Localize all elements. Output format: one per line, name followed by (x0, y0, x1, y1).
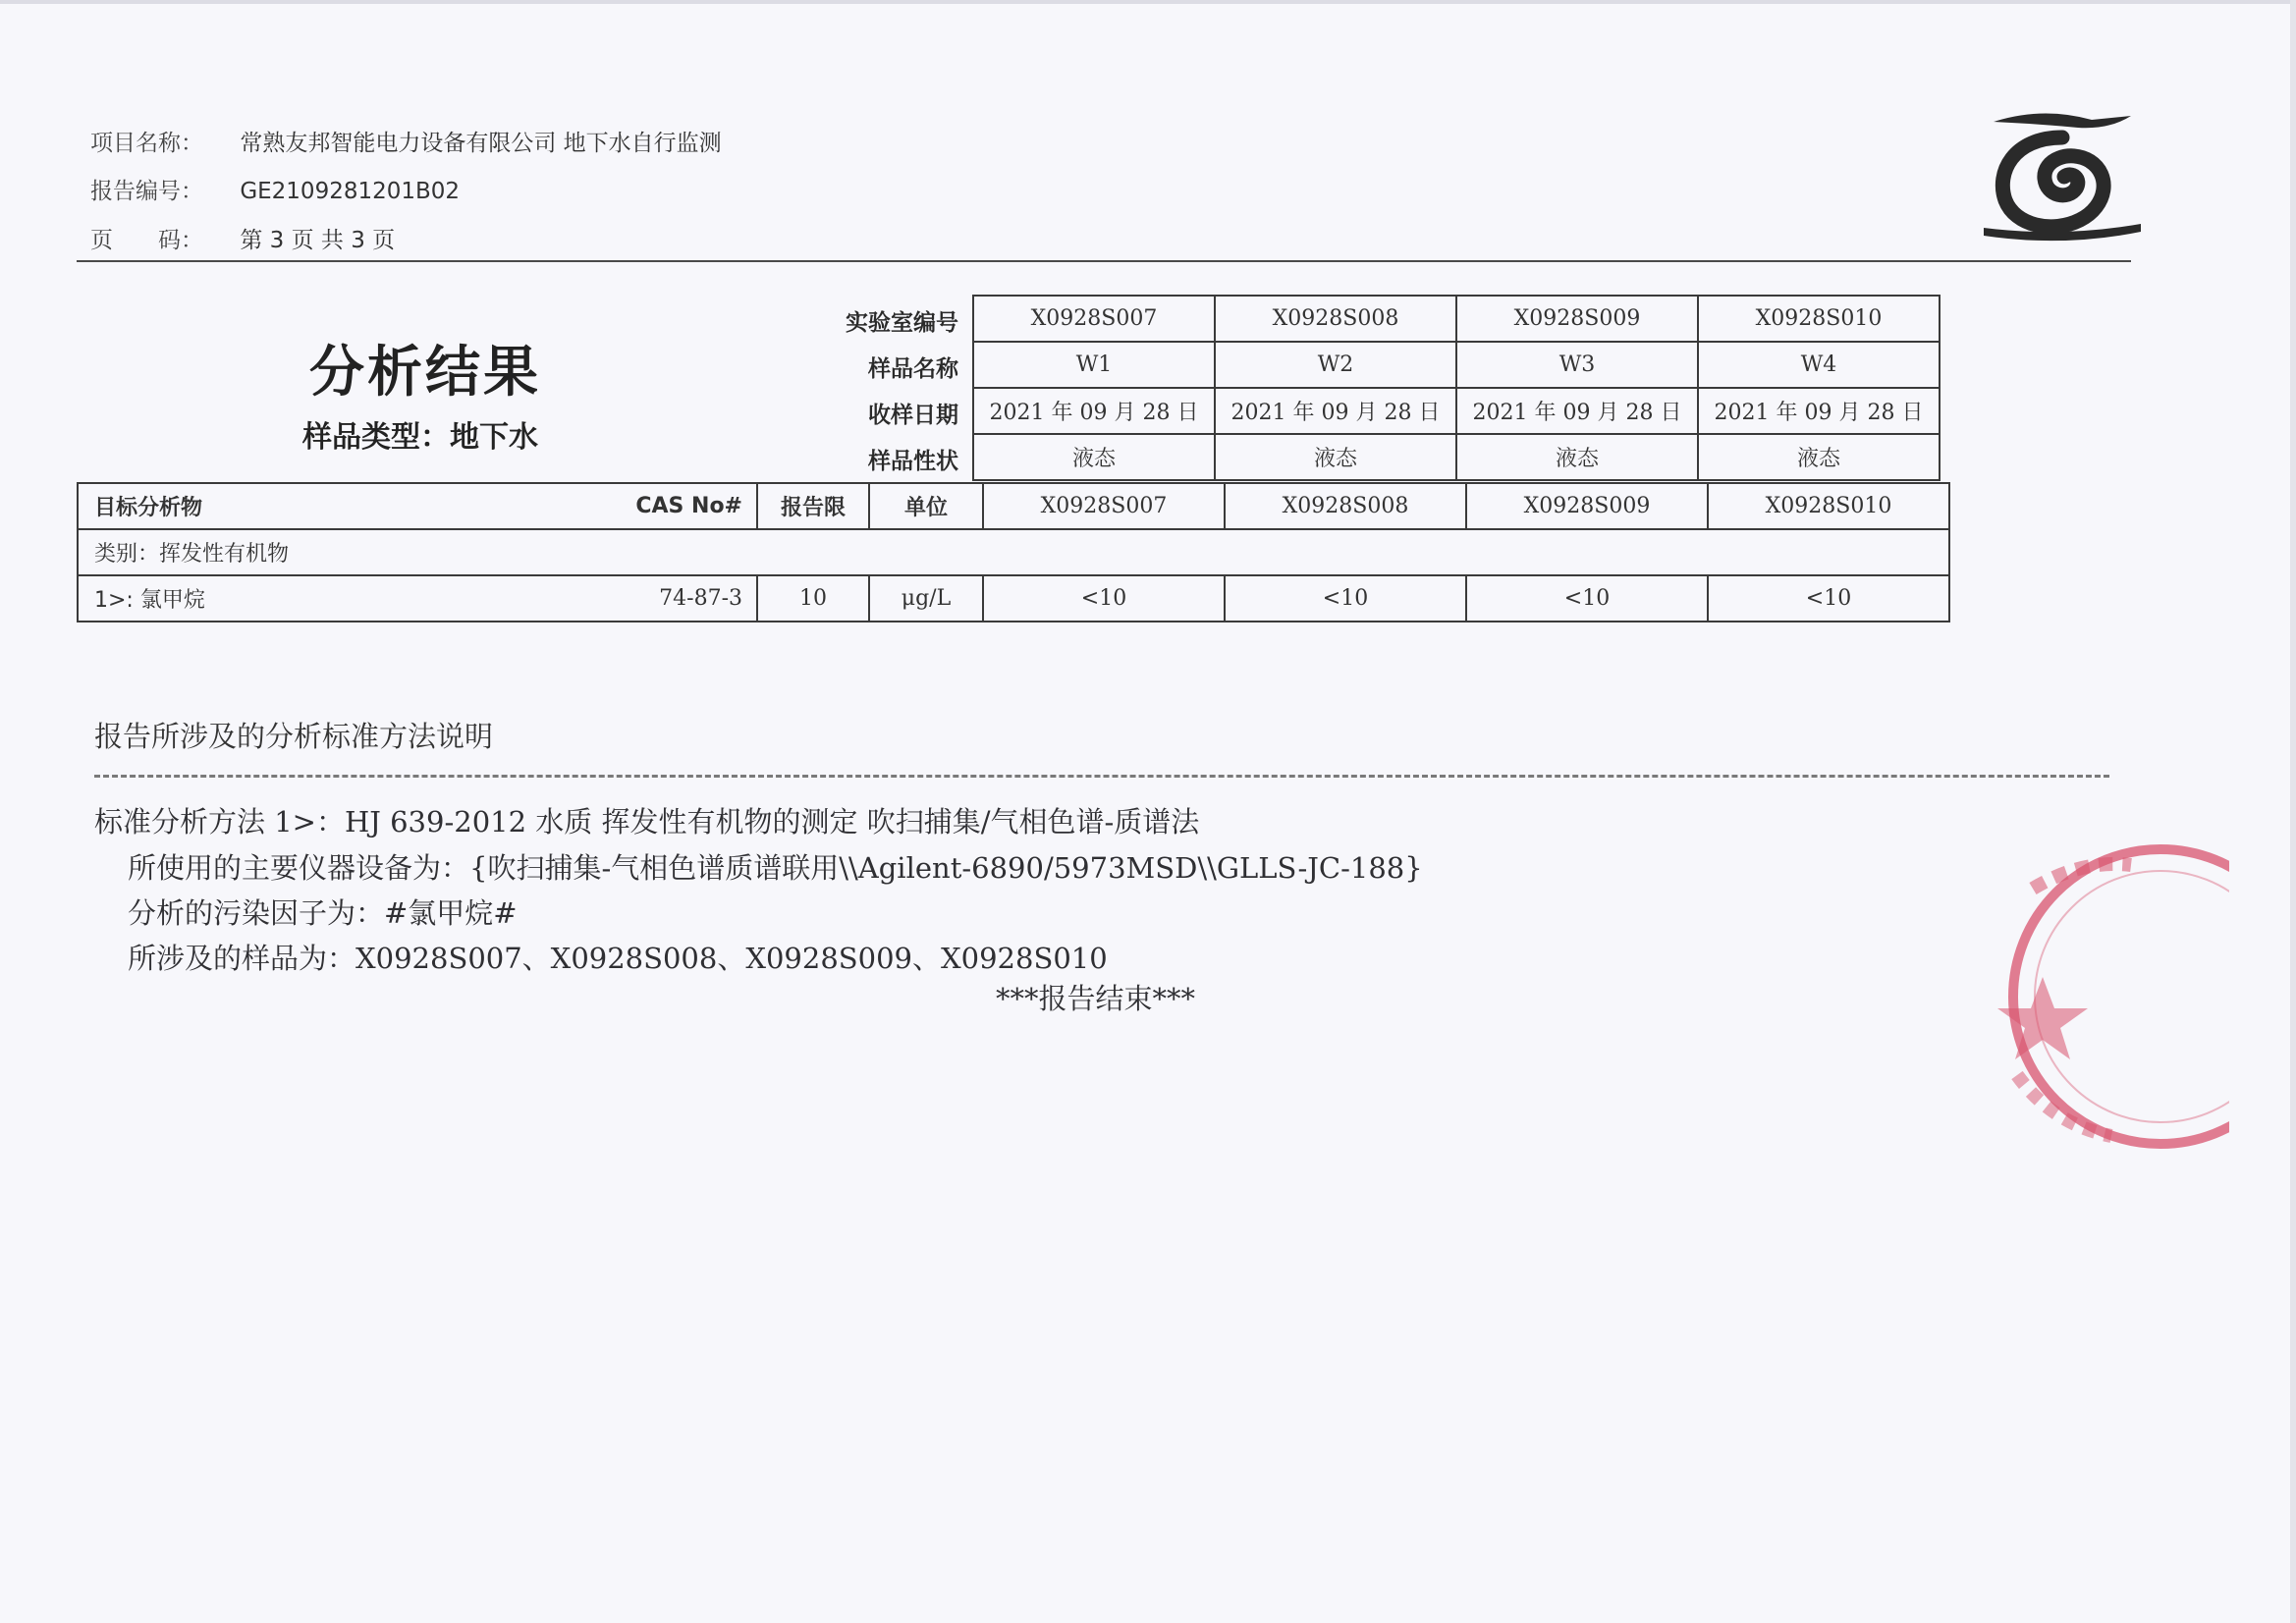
table-row (973, 296, 1940, 342)
official-seal-stamp (1974, 830, 2229, 1154)
table-cell: 液态 (1215, 434, 1456, 480)
table-cell: 2021 年 09 月 28 日 (1456, 388, 1698, 434)
table-cell: X0928S009 (1456, 296, 1698, 342)
dashed-divider (94, 775, 2109, 778)
report-no-value: GE2109281201B02 (240, 179, 461, 204)
report-no-label: 报告编号： (90, 179, 203, 204)
page-value: 第 3 页 共 3 页 (240, 228, 396, 253)
header-sample: X0928S007 (983, 483, 1225, 529)
analyte-unit: μg/L (869, 575, 983, 622)
note-line-samples: 所涉及的样品为：X0928S007、X0928S008、X0928S009、X0928S010 (128, 942, 1108, 975)
table-cell: X0928S008 (1215, 296, 1456, 342)
header-page (90, 222, 395, 254)
table-cell: W3 (1456, 342, 1698, 388)
notes-title: 报告所涉及的分析标准方法说明 (94, 720, 494, 753)
analyte-limit: 10 (757, 575, 869, 622)
result-value: <10 (1708, 575, 1949, 622)
table-cell: W2 (1215, 342, 1456, 388)
table-row (78, 575, 1949, 622)
table-row (973, 434, 1940, 480)
note-line-method: 标准分析方法 1>：HJ 639-2012 水质 挥发性有机物的测定 吹扫捕集/气相色谱-质谱法 (94, 805, 1200, 839)
results-table (77, 482, 1950, 622)
result-value: <10 (983, 575, 1225, 622)
header-cas: CAS No# (593, 483, 757, 529)
analyte-cas: 74-87-3 (593, 575, 757, 622)
sample-type: 样品类型：地下水 (302, 420, 538, 455)
table-cell: 液态 (1456, 434, 1698, 480)
header-divider (77, 260, 2131, 262)
scan-edge (0, 0, 2296, 4)
header-limit: 报告限 (757, 483, 869, 529)
category-label: 类别：挥发性有机物 (78, 529, 1949, 575)
label-sample-name: 样品名称 (868, 356, 958, 382)
header-sample: X0928S009 (1466, 483, 1708, 529)
table-cell: W4 (1698, 342, 1940, 388)
header-report-no (90, 173, 460, 205)
sample-info-table (972, 295, 1941, 481)
page-title: 分析结果 (309, 341, 541, 405)
result-value: <10 (1225, 575, 1466, 622)
company-logo-icon (1984, 110, 2141, 247)
table-row (973, 342, 1940, 388)
table-cell: 2021 年 09 月 28 日 (973, 388, 1215, 434)
project-label: 项目名称： (90, 131, 203, 156)
table-cell: 2021 年 09 月 28 日 (1215, 388, 1456, 434)
table-cell: 液态 (1698, 434, 1940, 480)
table-cell: W1 (973, 342, 1215, 388)
project-value: 常熟友邦智能电力设备有限公司 地下水自行监测 (240, 131, 722, 156)
header-sample: X0928S010 (1708, 483, 1949, 529)
header-project (90, 125, 722, 157)
table-cell: 2021 年 09 月 28 日 (1698, 388, 1940, 434)
table-row (973, 388, 1940, 434)
table-cell: X0928S010 (1698, 296, 1940, 342)
label-lab-id: 实验室编号 (846, 310, 958, 336)
scan-edge-right (2290, 0, 2296, 1623)
header-analyte: 目标分析物 (78, 483, 593, 529)
note-line-pollutant: 分析的污染因子为：#氯甲烷# (128, 896, 518, 930)
page-label: 页 码： (90, 228, 203, 253)
note-line-instrument: 所使用的主要仪器设备为：{吹扫捕集-气相色谱质谱联用\\Agilent-6890/5973MSD\\GLLS-JC-188} (128, 851, 1423, 885)
table-header-row (78, 483, 1949, 529)
label-receive-date: 收样日期 (868, 403, 958, 428)
header-sample: X0928S008 (1225, 483, 1466, 529)
table-cell: 液态 (973, 434, 1215, 480)
category-row (78, 529, 1949, 575)
label-sample-state: 样品性状 (868, 449, 958, 474)
table-cell: X0928S007 (973, 296, 1215, 342)
result-value: <10 (1466, 575, 1708, 622)
analyte-name: 1>: 氯甲烷 (78, 575, 593, 622)
report-end: ***报告结束*** (996, 982, 1196, 1015)
header-unit: 单位 (869, 483, 983, 529)
